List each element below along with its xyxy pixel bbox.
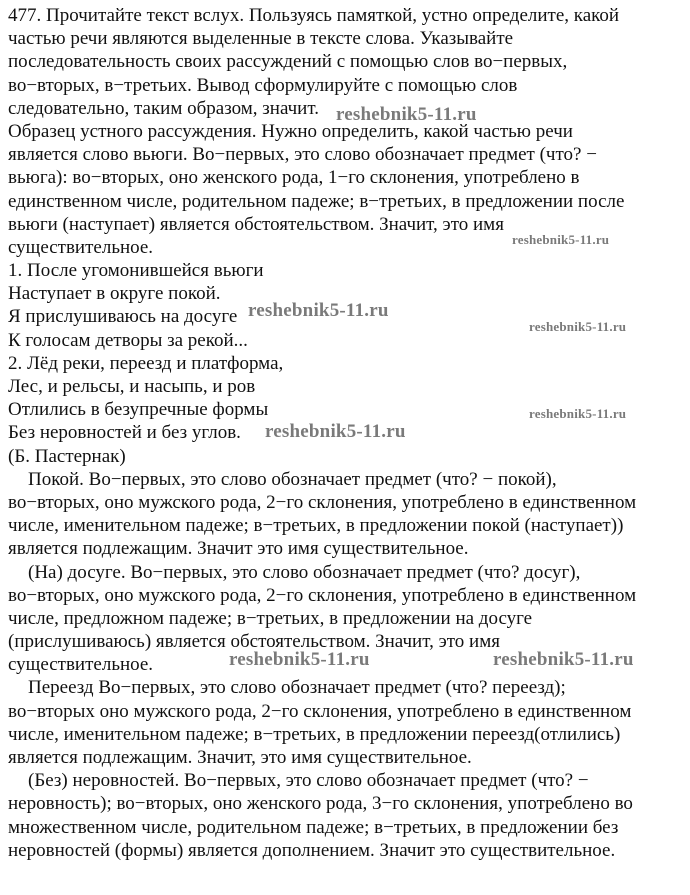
sample-text-line: вьюга): во−вторых, оно женского рода, 1−го склонения, употреблено в [8, 167, 580, 189]
poem-line: К голосам детворы за рекой... [8, 329, 248, 351]
answer-line: неровность); во−вторых, оно женского рода, 3−го склонения, употреблено во [8, 793, 633, 815]
task-text-line: следовательно, таким образом, значит. [8, 97, 319, 119]
answer-line: (На) досуге. Во−первых, это слово обозначает предмет (что? досуг), [28, 561, 581, 583]
sample-text-line: вьюги (наступает) является обстоятельством. Значит, это имя [8, 213, 504, 235]
answer-line: множественном числе, родительном падеже; в−третьих, в предложении без [8, 816, 619, 838]
answer-line: во−вторых, оно мужского рода, 2−го склонения, употреблено в единственном [8, 491, 637, 513]
watermark: reshebnik5-11.ru [512, 232, 610, 247]
answer-line: является подлежащим. Значит, это имя существительное. [8, 747, 472, 768]
answer-line: числе, именительном падеже; в−третьих, в предложении покой (наступает)) [8, 515, 624, 537]
task-text-line: частью речи являются выделенные в тексте слова. Указывайте [8, 28, 514, 50]
poem-line: 2. Лёд реки, переезд и платформа, [8, 352, 284, 374]
poem-line: Отлились в безупречные формы [8, 399, 269, 421]
sample-text-line: единственном числе, родительном падеже; в−третьих, в предложении после [8, 190, 625, 212]
answer-line: числе, именительном падеже; в−третьих, в предложении переезд(отлились) [8, 723, 621, 745]
answer-line: (прислушиваюсь) является обстоятельством. Значит, это имя [8, 631, 500, 653]
answer-line: числе, предложном падеже; в−третьих, в предложении на досуге [8, 607, 533, 629]
watermark: reshebnik5-11.ru [529, 406, 627, 421]
answer-line: во−вторых, оно мужского рода, 2−го склонения, употреблено в единственном [8, 584, 637, 606]
poem-line: Без неровностей и без углов. [8, 422, 241, 444]
answer-line: Переезд Во−первых, это слово обозначает предмет (что? переезд); [28, 677, 566, 699]
poem-line: Наступает в округе покой. [8, 283, 221, 305]
sample-text-line: существительное. [8, 236, 154, 258]
watermark: reshebnik5-11.ru [248, 300, 389, 321]
answer-line: (Без) неровностей. Во−первых, это слово обозначает предмет (что? − [28, 770, 589, 792]
task-text-line: 477. Прочитайте текст вслух. Пользуясь памяткой, устно определите, какой [8, 5, 620, 26]
watermark: reshebnik5-11.ru [493, 649, 634, 670]
answer-line: неровностей (формы) является дополнением. Значит это существительное. [8, 839, 616, 861]
task-text-line: во−вторых, в−третьих. Вывод сформулируйте с помощью слов [8, 74, 518, 96]
answer-line: существительное. [8, 654, 154, 676]
sample-text-line: является слово вьюги. Во−первых, это слово обозначает предмет (что? − [8, 144, 597, 166]
sample-text-line: Образец устного рассуждения. Нужно определить, какой частью речи [8, 120, 573, 142]
watermark: reshebnik5-11.ru [265, 421, 406, 442]
task-text-line: последовательность своих рассуждений с помощью слов во−первых, [8, 51, 568, 73]
poem-line: Лес, и рельсы, и насыпь, и ров [8, 376, 256, 397]
answer-line: является подлежащим. Значит это имя существительное. [8, 538, 469, 560]
answer-line: Покой. Во−первых, это слово обозначает предмет (что? − покой), [28, 468, 557, 490]
watermark: reshebnik5-11.ru [229, 649, 370, 670]
poem-line: Я прислушиваюсь на досуге [8, 306, 238, 328]
poem-author: (Б. Пастернак) [8, 445, 126, 467]
watermark: reshebnik5-11.ru [336, 104, 477, 125]
watermark: reshebnik5-11.ru [529, 319, 627, 334]
poem-line: 1. После угомонившейся вьюги [8, 260, 264, 282]
answer-line: во−вторых оно мужского рода, 2−го склонения, употреблено в единственном [8, 700, 632, 722]
